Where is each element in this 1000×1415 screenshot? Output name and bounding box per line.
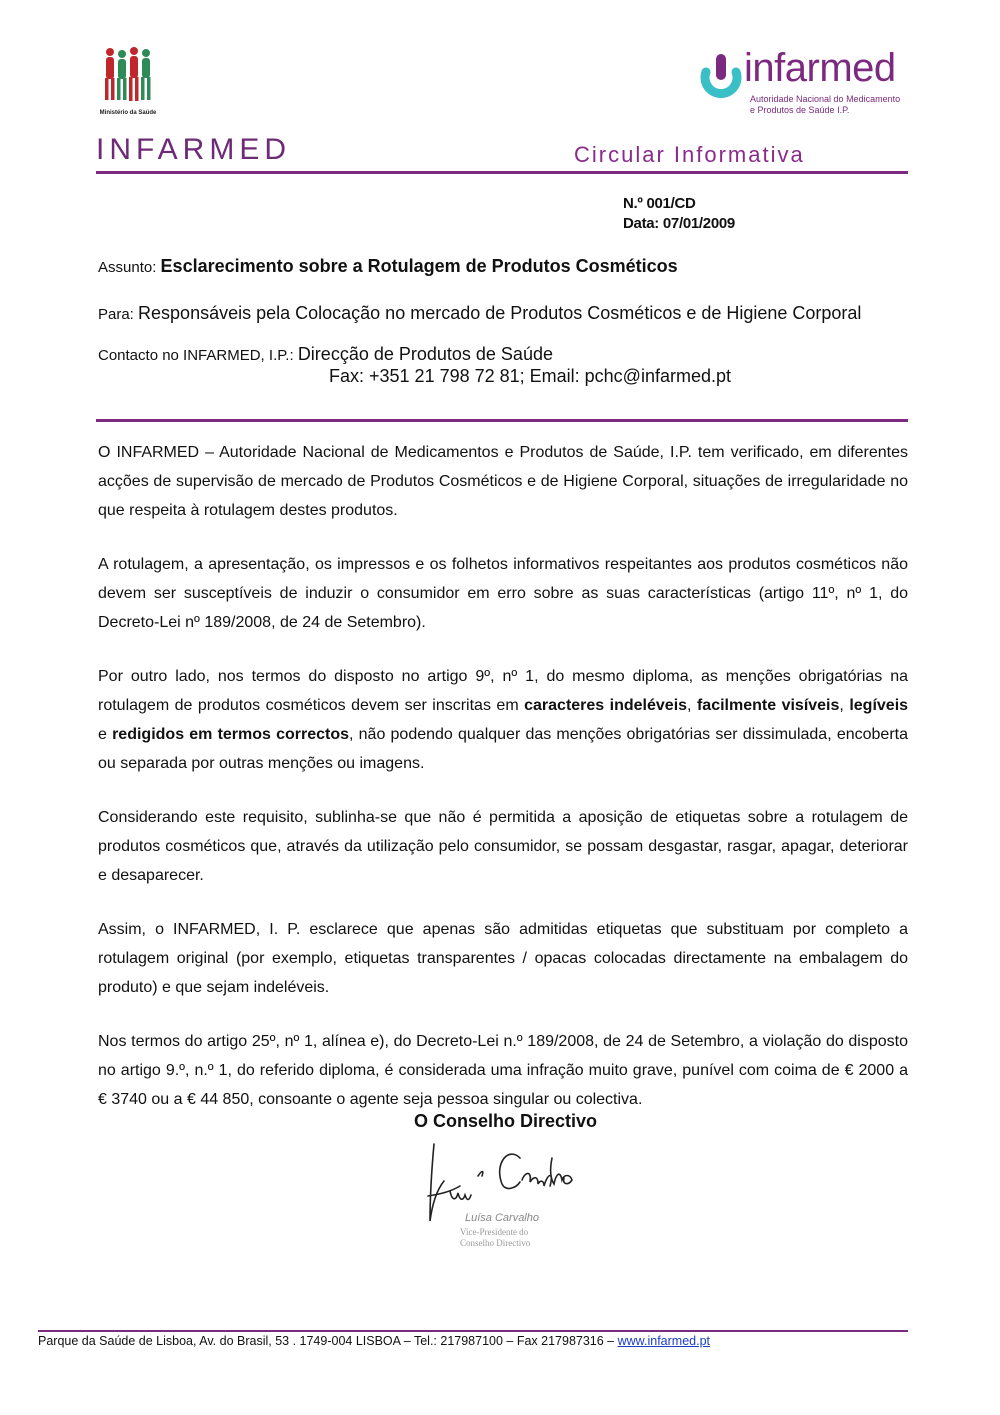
recipients-label: Para:: [98, 306, 139, 323]
contact-label: Contacto no INFARMED, I.P.:: [98, 347, 298, 364]
emphasis-visible: facilmente visíveis: [696, 697, 840, 714]
contact-value: Direcção de Produtos de Saúde: [297, 344, 553, 364]
document-type: Circular Informativa: [574, 142, 805, 167]
document-date: Data: 07/01/2009: [623, 215, 735, 232]
emphasis-indelible: caracteres indeléveis: [524, 697, 688, 714]
ministry-caption: Ministério da Saúde: [99, 110, 157, 116]
signatory-role-line1: Vice-Presidente do: [460, 1227, 529, 1237]
separator: e: [98, 726, 113, 743]
document-number: N.º 001/CD: [623, 195, 696, 212]
emphasis-legible: legíveis: [849, 697, 909, 714]
paragraph-6: Nos termos do artigo 25º, nº 1, alínea e), do Decreto-Lei n.º 189/2008, de 24 de Setembro, a violação do disposto no artigo 9.º, n.º 1, do referido diploma, é considerada uma infração muito grave, punível com coima de € 2000 a € 3740 ou a € 44 850, consoante o agente seja pessoa singular ou colectiva.: [98, 1033, 908, 1108]
subject-label: Assunto:: [98, 259, 161, 276]
ministry-figures-icon: [96, 44, 160, 110]
infarmed-mark-icon: [696, 52, 746, 102]
contact-details: Fax: +351 21 798 72 81; Email: pchc@infarmed.pt: [329, 366, 732, 386]
footer-address: Parque da Saúde de Lisboa, Av. do Brasil, 53 . 1749-004 LISBOA – Tel.: 217987100 – Fax 217987316 –: [38, 1334, 618, 1348]
brand-title: INFARMED: [96, 133, 292, 166]
paragraph-3-text: Por outro lado, nos termos do disposto no artigo 9º, nº 1, do mesmo diploma, as menções obrigatórias na rotulagem de produtos cosméticos devem ser inscritas em: [98, 668, 908, 714]
contact-line: [98, 344, 553, 365]
agency-logo-subtitle-line1: Autoridade Nacional do Medicamento: [750, 94, 901, 104]
circular-body: [98, 438, 908, 1139]
emphasis-correct-terms: redigidos em termos correctos: [112, 726, 350, 743]
recipients-value: Responsáveis pela Colocação no mercado de Produtos Cosméticos e de Higiene Corporal: [138, 303, 862, 323]
separator: ,: [687, 697, 697, 714]
paragraph-5: Assim, o INFARMED, I. P. esclarece que apenas são admitidas etiquetas que substituam por completo a rotulagem original (por exemplo, etiquetas transparentes / opacas colocadas directamente na embalagem do produto) e que sejam indeléveis.: [98, 921, 908, 996]
footer-website-link[interactable]: www.infarmed.pt: [617, 1334, 711, 1348]
recipients-line: [98, 303, 861, 324]
signatory-role-line2: Conselho Directivo: [460, 1238, 531, 1248]
signatory-title: O Conselho Directivo: [414, 1111, 598, 1131]
ministry-logo: [96, 44, 160, 124]
signatory-name: Luísa Carvalho: [465, 1212, 539, 1224]
footer: [38, 1334, 710, 1348]
paragraph-3: [98, 662, 908, 778]
subject-value: Esclarecimento sobre a Rotulagem de Produtos Cosméticos: [160, 256, 678, 276]
paragraph-1: O INFARMED – Autoridade Nacional de Medicamentos e Produtos de Saúde, I.P. tem verificado, em diferentes acções de supervisão de mercado de Produtos Cosméticos e de Higiene Corporal, situações de irregularidade no que respeita à rotulagem destes produtos.: [98, 444, 908, 519]
separator: ,: [839, 697, 850, 714]
agency-logo: [696, 46, 901, 122]
section-divider: [96, 419, 908, 422]
agency-logo-word: infarmed: [744, 46, 896, 90]
subject-line: [98, 256, 678, 277]
agency-logo-subtitle: [750, 94, 910, 116]
agency-logo-subtitle-line2: e Produtos de Saúde I.P.: [750, 105, 850, 115]
paragraph-2: A rotulagem, a apresentação, os impressos e os folhetos informativos respeitantes aos produtos cosméticos não devem ser susceptíveis de induzir o consumidor em erro sobre as suas características (artigo 11º, nº 1, do Decreto-Lei nº 189/2008, de 24 de Setembro).: [98, 556, 908, 631]
header-divider: [96, 171, 908, 174]
paragraph-4: Considerando este requisito, sublinha-se que não é permitida a aposição de etiquetas sobre a rotulagem de produtos cosméticos que, através da utilização pelo consumidor, se possam desgastar, rasgar, apagar, deteriorar e desaparecer.: [98, 809, 908, 884]
paragraph-3-end: , não podendo qualquer das menções obrigatórias ser dissimulada, encoberta ou separada por outras menções ou imagens.: [98, 726, 908, 772]
footer-divider: [38, 1330, 908, 1332]
